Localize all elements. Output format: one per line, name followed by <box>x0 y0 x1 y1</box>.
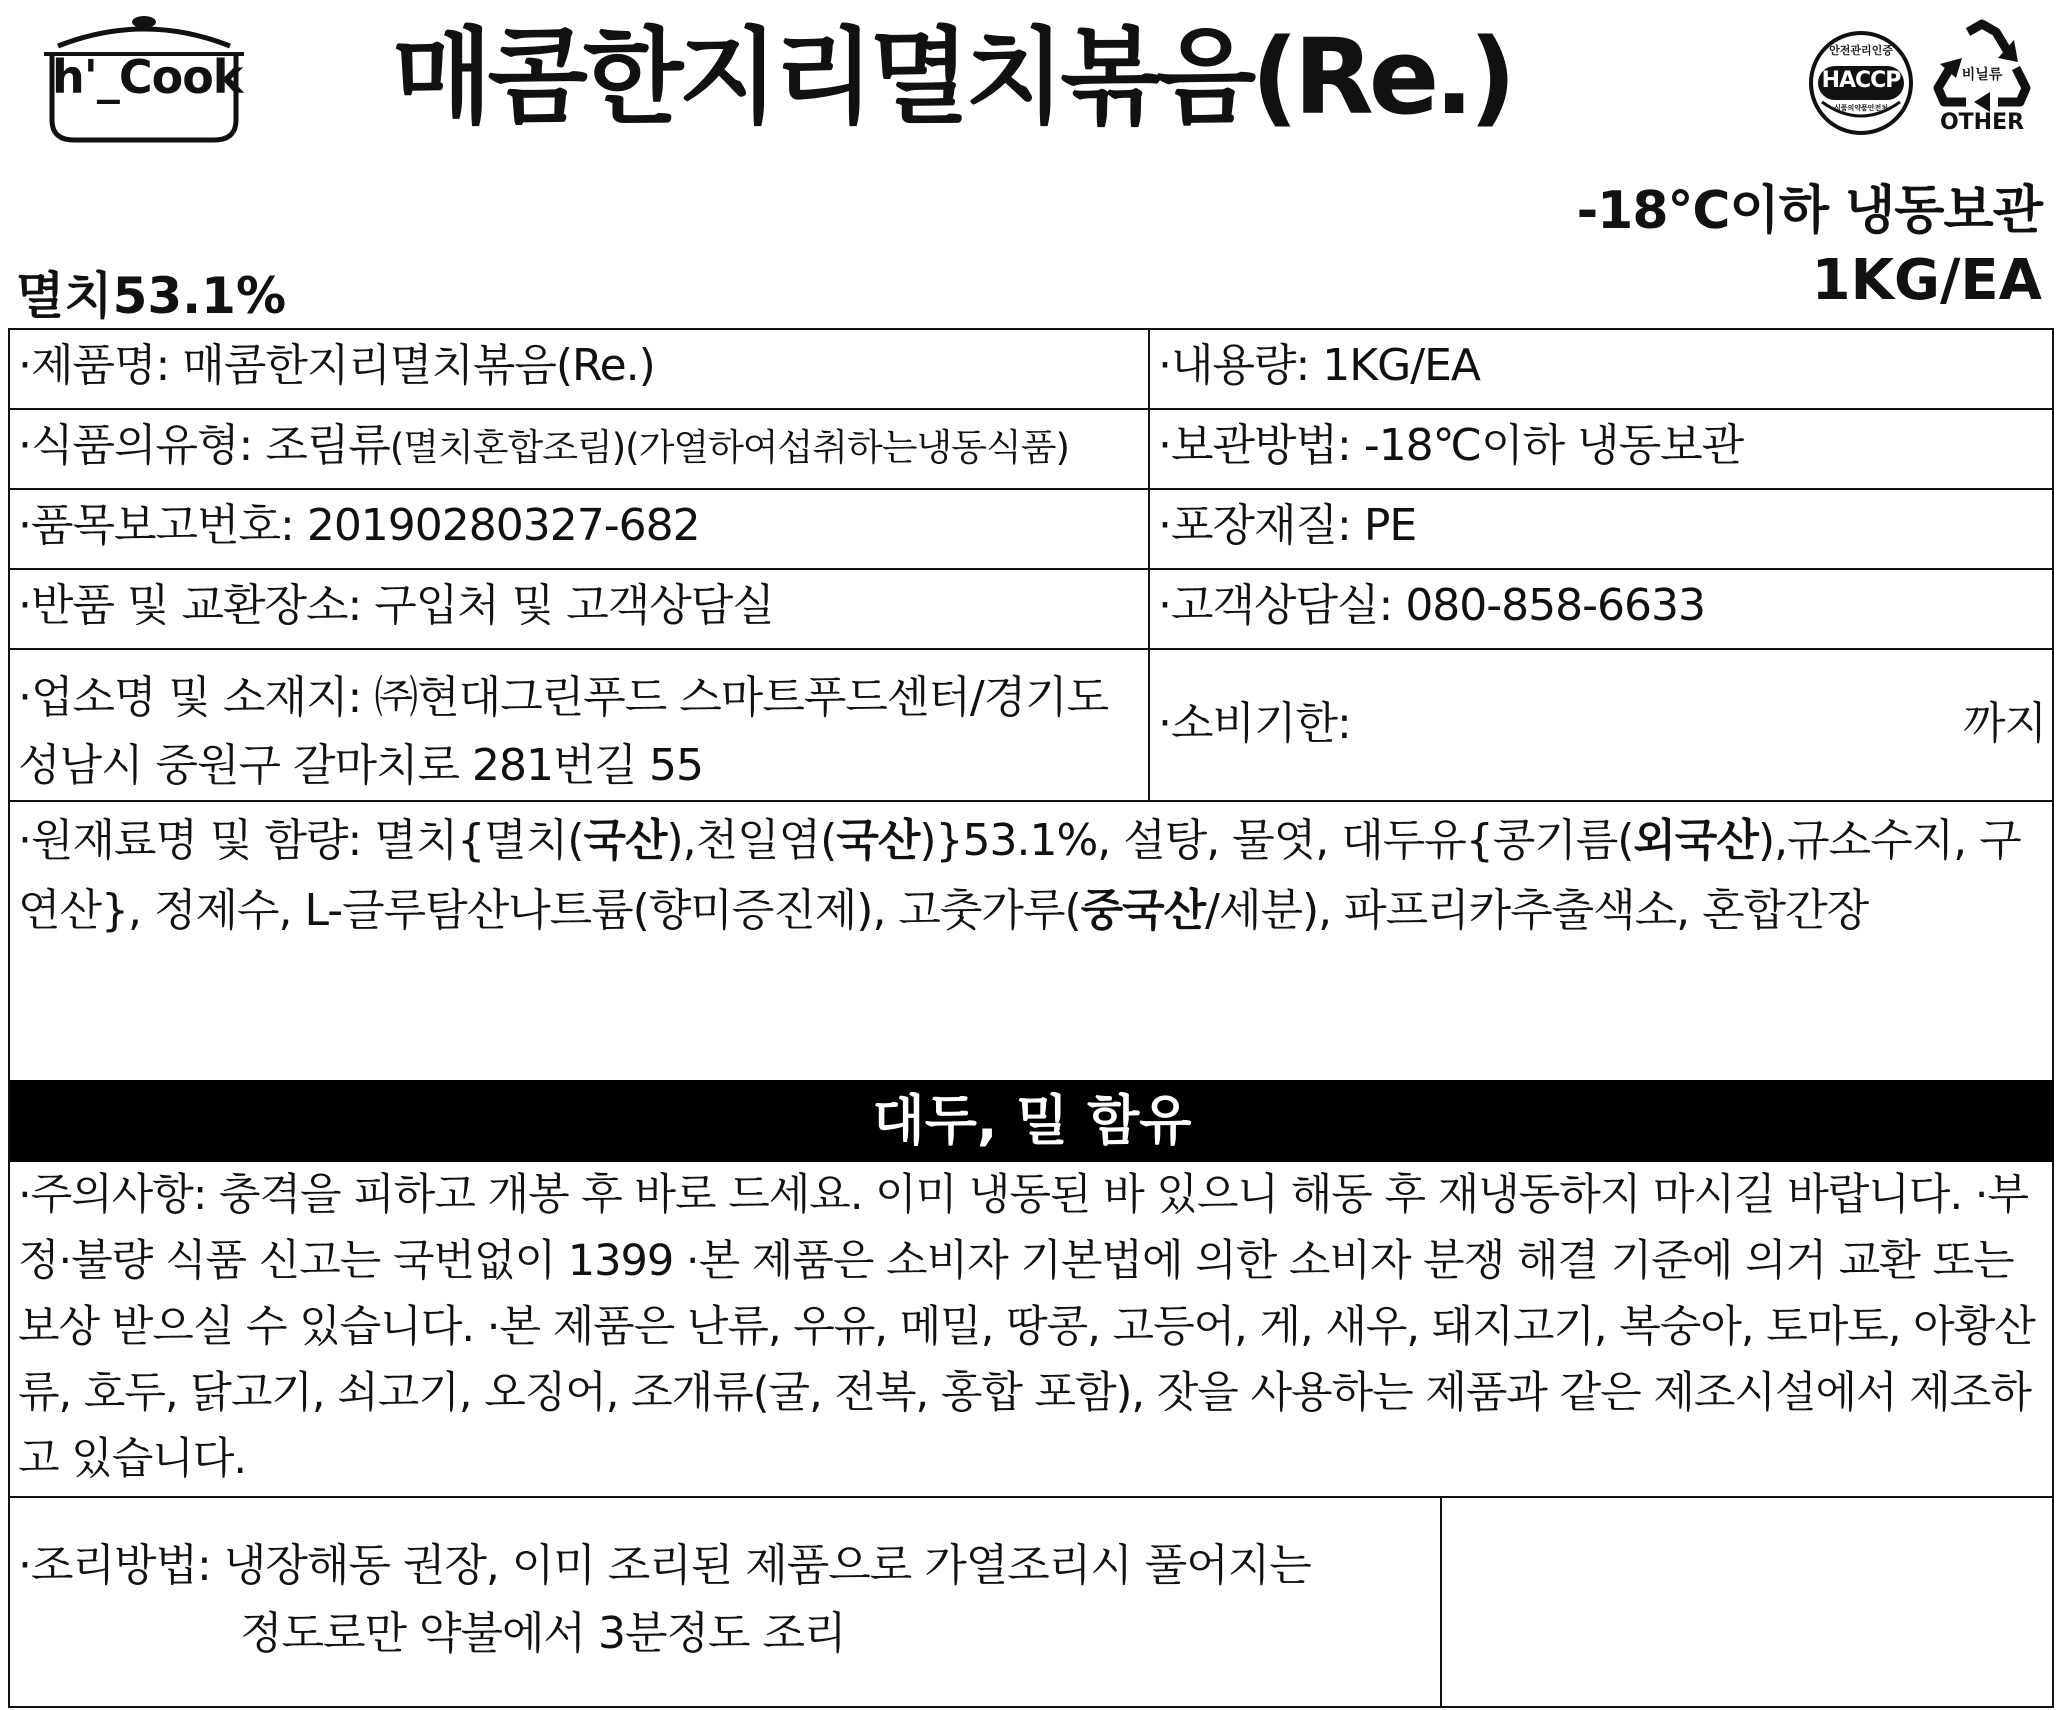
recycle-label: OTHER <box>1939 110 2025 135</box>
table-border-bottom <box>10 1706 2054 1708</box>
returns-field: ·반품 및 교환장소: 구입처 및 고객상담실 <box>18 580 774 631</box>
ingredients-part: ),규소수지, 구연산}, 정제수, L-글루탐산나트륨(향미증진제), 고춧가루( <box>18 815 2021 936</box>
row-divider <box>10 488 2054 490</box>
haccp-top-text: 안전관리인증 <box>1829 44 1893 57</box>
product-title: 매콤한지리멸치볶음(Re.) <box>392 16 1512 138</box>
food-type-detail: (멸치혼합조림)(가열하여섭취하는냉동식품) <box>389 426 1069 469</box>
allergen-banner <box>10 1080 2054 1162</box>
origin-bold: 외국산 <box>1633 815 1758 866</box>
recycle-inner-text: 비닐류 <box>1961 67 2003 83</box>
table-border-top <box>10 328 2054 330</box>
expiry-label: ·소비기한: <box>1158 698 1351 749</box>
ingredients-part: )}53.1%, 설탕, 물엿, 대두유{콩기름( <box>919 815 1634 866</box>
ingredients-part: ),천일염( <box>666 815 837 866</box>
ingredients-part: /세분), 파프리카추출색소, 혼합간장 <box>1205 885 1869 936</box>
packaging-field: ·포장재질: PE <box>1158 500 1417 551</box>
report-number-field: ·품목보고번호: 20190280327-682 <box>18 500 700 551</box>
row-divider <box>10 648 2054 650</box>
food-type-field <box>18 420 1069 473</box>
column-divider <box>1440 1496 1442 1708</box>
brand-logo <box>38 8 250 148</box>
origin-bold: 국산 <box>836 815 920 866</box>
haccp-main-text: HACCP <box>1821 68 1901 93</box>
origin-bold: 중국산 <box>1080 885 1206 936</box>
row-divider <box>10 800 2054 802</box>
weight-header: 1KG/EA <box>1811 248 2042 313</box>
customer-center-field: ·고객상담실: 080-858-6633 <box>1158 580 1706 631</box>
storage-method-field: ·보관방법: -18℃이하 냉동보관 <box>1158 420 1744 471</box>
anchovy-percent: 멸치53.1% <box>16 267 287 325</box>
haccp-badge <box>1808 30 1914 136</box>
ingredients-part: ·원재료명 및 함량: 멸치{멸치( <box>18 815 584 866</box>
product-name-field: ·제품명: 매콤한지리멸치볶음(Re.) <box>18 340 655 391</box>
recycle-mark <box>1928 18 2036 136</box>
food-type-main: ·식품의유형: 조림류 <box>18 420 390 471</box>
row-divider <box>10 408 2054 410</box>
caution-text: ·주의사항: 충격을 피하고 개봉 후 바로 드세요. 이미 냉동된 바 있으니 해동 후 재냉동하지 마시길 바랍니다. ·부정·불량 식품 신고는 국번없이 1399 ·본 제품은 소비자 기본법에 의한 소비자 분쟁 해결 기준에 의거 교환 또는 보상 받으실 수 있습니다. ·본 제품은 난류, 우유, 메밀, 땅콩, 고등어, 게, 새우, 돼지고기, 복숭아, 토마토, 아황산류, 호두, 닭고기, 쇠고기, 오징어, 조개류(굴, 전복, 홍합 포함), 잣을 사용하는 제품과 같은 제조시설에서 제조하고 있습니다. <box>18 1170 2035 1484</box>
haccp-bottom-text: 식품의약품안전처 <box>1833 104 1889 112</box>
manufacturer-field: ·업소명 및 소재지: ㈜현대그린푸드 스마트푸드센터/경기도 성남시 중원구 갈마치로 281번길 55 <box>18 672 1109 791</box>
origin-bold: 국산 <box>583 815 667 866</box>
cooking-line-2: 정도로만 약불에서 3분정도 조리 <box>240 1608 846 1659</box>
row-divider <box>10 568 2054 570</box>
table-border-left <box>8 328 10 1708</box>
row-divider <box>10 1496 2054 1498</box>
expiry-suffix: 까지 <box>1962 698 2046 749</box>
table-border-right <box>2052 328 2054 1708</box>
cooking-line-1: ·조리방법: 냉장해동 권장, 이미 조리된 제품으로 가열조리시 풀어지는 <box>18 1540 1311 1591</box>
net-content-field: ·내용량: 1KG/EA <box>1158 340 1480 391</box>
allergen-text: 대두, 밀 함유 <box>872 1089 1192 1152</box>
brand-logo-text: h'_Cook <box>52 50 243 104</box>
ingredients-text <box>18 806 2038 946</box>
storage-header: -18℃이하 냉동보관 <box>1576 181 2042 241</box>
column-divider <box>1148 328 1150 800</box>
